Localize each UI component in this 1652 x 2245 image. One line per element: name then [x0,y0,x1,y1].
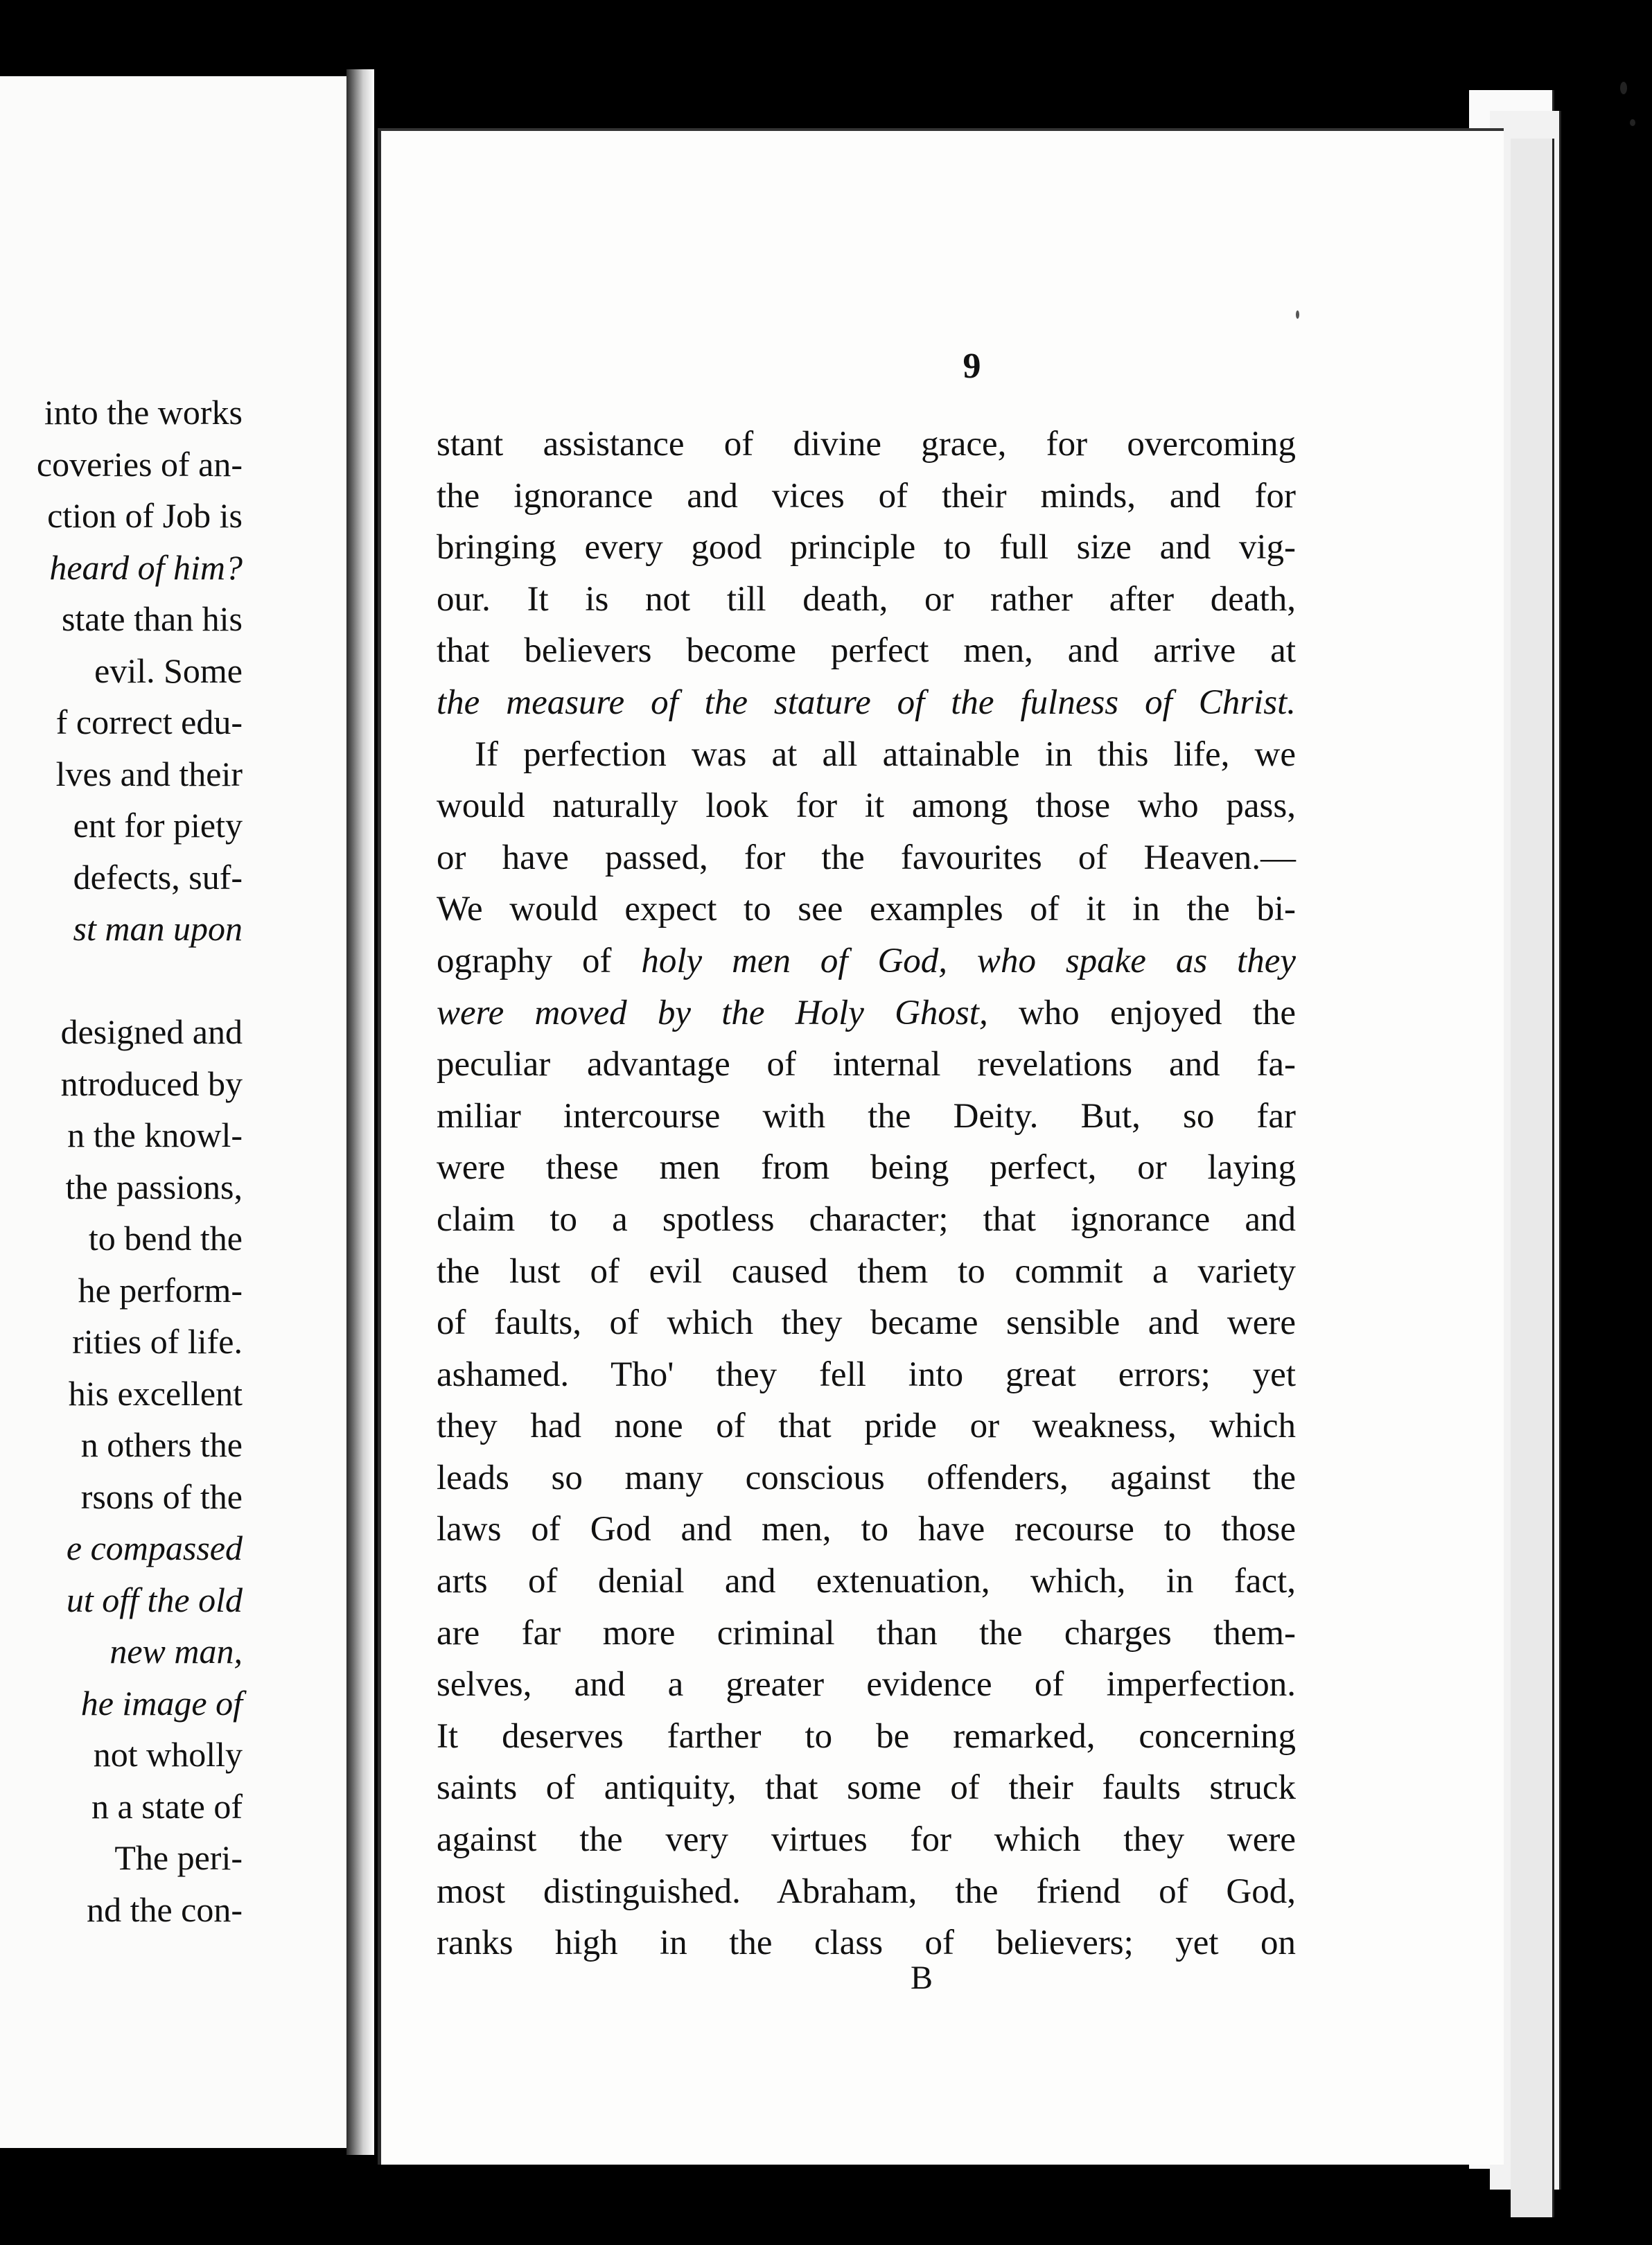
body-text-line [437,1762,1296,1814]
text-segment: are far more criminal than the charges them- [437,1613,1296,1653]
ink-speck [1620,82,1627,94]
body-text-line [437,1039,1296,1091]
left-page-line: heard of him? [49,547,243,587]
left-page-line: to bend the [88,1219,243,1258]
text-segment: most distinguished. Abraham, the friend of God, [437,1872,1296,1911]
text-segment: our. It is not till death, or rather after death, [437,579,1296,619]
italic-text: were moved by the Holy Ghost, [437,993,988,1032]
left-page-text [0,387,243,1935]
italic-text: holy men of God, who spake as they [641,941,1296,980]
text-segment: the lust of evil caused them to commit a variety [437,1251,1296,1291]
text-segment: bringing every good principle to full size and vig- [437,528,1296,567]
left-page-line: defects, suf- [73,857,243,897]
left-page-line: new man, [109,1632,243,1671]
left-page-line: st man upon [73,909,243,948]
left-page-line: into the works [44,393,243,432]
body-text-line [437,419,1296,470]
text-segment: arts of denial and extenuation, which, in fact, [437,1562,1296,1601]
text-segment: or have passed, for the favourites of Heaven.— [437,838,1296,877]
ink-speck [1630,119,1635,126]
text-segment: laws of God and men, to have recourse to those [437,1510,1296,1549]
book-gutter [346,69,374,2155]
body-text-line [437,1866,1296,1918]
left-page-line: n others the [80,1425,243,1464]
left-page-line: rities of life. [72,1322,243,1361]
left-page-line: ntroduced by [60,1064,243,1103]
text-segment: miliar intercourse with the Deity. But, so far [437,1096,1296,1136]
body-text-line [437,625,1296,677]
left-page [0,76,351,2148]
left-page-line: nd the con- [87,1890,243,1929]
body-text-line [437,1608,1296,1659]
body-text-line [437,987,1296,1039]
left-page-line: state than his [61,599,243,638]
left-page-line: e compassed [66,1529,243,1567]
page-edge [1511,139,1554,2217]
left-page-line [0,955,243,1007]
body-text-line [437,1091,1296,1143]
text-segment: saints of antiquity, that some of their faults struck [437,1768,1296,1808]
text-segment: peculiar advantage of internal revelations and fa- [437,1045,1296,1084]
body-text-line [437,677,1296,729]
text-segment: selves, and a greater evidence of imperfection. [437,1665,1296,1705]
ink-speck [1296,310,1299,319]
body-text-line [437,1556,1296,1608]
text-segment: against the very virtues for which they were [437,1820,1296,1860]
text-segment: of faults, of which they became sensible and were [437,1303,1296,1343]
body-text-line [437,574,1296,626]
left-page-line: he image of [80,1683,243,1723]
text-segment: ranks high in the class of believers; yet on [437,1923,1296,1963]
left-page-line: evil. Some [94,651,243,690]
text-segment: who enjoyed the [987,993,1297,1032]
text-segment: that believers become perfect men, and arrive at [437,631,1296,671]
left-page-line: not wholly [93,1735,243,1774]
text-segment: were these men from being perfect, or laying [437,1148,1296,1188]
right-page-text [437,419,1296,1969]
left-page-line: coveries of an- [36,444,243,484]
body-text-line [437,1400,1296,1452]
left-page-line: lves and their [55,754,243,793]
page-number: 9 [963,346,981,386]
left-page-line: the passions, [65,1167,243,1206]
right-page [378,128,1504,2165]
left-page-line: designed and [60,1012,243,1051]
body-text-line [437,1246,1296,1298]
text-segment: the ignorance and vices of their minds, and for [437,476,1296,516]
body-text-line [437,1349,1296,1401]
signature-mark: B [910,1960,933,1996]
left-page-line: The peri- [114,1838,243,1877]
text-segment: leads so many conscious offenders, against the [437,1458,1296,1497]
left-page-line: n the knowl- [67,1116,243,1154]
left-page-line: f correct edu- [55,703,243,741]
left-page-line: n a state of [91,1786,243,1826]
body-text-line [437,1142,1296,1194]
body-text-line [437,729,1296,781]
left-page-line: ut off the old [66,1580,243,1619]
body-text-line [437,1504,1296,1556]
text-segment: It deserves farther to be remarked, concerning [437,1716,1296,1756]
body-text-line [437,470,1296,522]
text-segment: they had none of that pride or weakness, which [437,1407,1296,1446]
left-page-line: ent for piety [73,806,243,845]
left-page-line: his excellent [68,1373,243,1413]
text-segment: If perfection was at all attainable in this life, we [475,734,1296,774]
text-segment: We would expect to see examples of it in the bi- [437,890,1296,929]
body-text-line [437,522,1296,574]
text-segment: stant assistance of divine grace, for overcoming [437,425,1296,464]
left-page-line: ction of Job is [47,496,243,535]
text-segment: ashamed. Tho' they fell into great errors; yet [437,1355,1296,1394]
body-text-line [437,780,1296,832]
body-text-line [437,1659,1296,1711]
text-segment: would naturally look for it among those who pass, [437,786,1296,826]
left-page-line: rsons of the [80,1477,243,1516]
body-text-line [437,1814,1296,1866]
body-text-line [437,832,1296,884]
body-text-line [437,1194,1296,1246]
italic-text: the measure of the stature of the fulness of Christ. [437,683,1296,722]
body-text-line [437,1711,1296,1763]
text-segment: claim to a spotless character; that ignorance and [437,1199,1296,1239]
left-page-line: he perform- [78,1270,243,1310]
body-text-line [437,1297,1296,1349]
body-text-line [437,883,1296,935]
text-segment: ography of [437,941,642,980]
body-text-line [437,1452,1296,1504]
body-text-line [437,935,1296,987]
